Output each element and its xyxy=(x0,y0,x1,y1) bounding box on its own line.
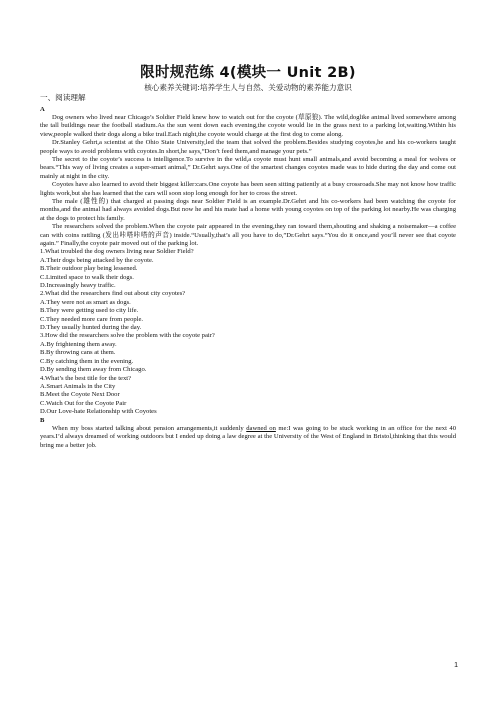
answer-option: C.By catching them in the evening. xyxy=(40,357,134,365)
section-heading: 一、阅读理解 xyxy=(40,93,86,102)
answer-option: C.Watch Out for the Coyote Pair xyxy=(40,399,127,407)
text-run: me:I was going to be stuck working in an office for the next 40 years.I’d always dreamed of working outdoors but I ended up doing a law degree at the University of the West of England in Bristol,thinking that this would bring me a better job. xyxy=(40,424,457,449)
answer-option: A.Smart Animals in the City xyxy=(40,382,116,390)
passage-a xyxy=(40,106,456,249)
underlined-phrase: dawned on xyxy=(246,424,276,432)
question-stem: 2.What did the researchers find out about city coyotes? xyxy=(40,290,186,298)
paragraph: Coyotes have also learned to avoid their biggest killer:cars.One coyote has been seen sitting patiently at a busy crossroads.She may not know how traffic lights work,but she has learned that the cars will soon stop long enough for her to cross the street. xyxy=(40,181,456,197)
answer-option: B.Their outdoor play being lessened. xyxy=(40,265,138,273)
answer-option: B.They were getting used to city life. xyxy=(40,307,139,315)
passage-label: B xyxy=(40,416,45,424)
paragraph: The secret to the coyote’s success is intelligence.To survive in the wild,a coyote must hunt small animals,and avoid becoming a meal for wolves or bears.“This way of living creates a super-smart animal,” Dr.Gehrt says.One of the smartest changes coyotes made was to hide during the day and come out mainly at night in the city. xyxy=(40,155,456,180)
page-subtitle: 核心素养关键词:培养学生人与自然、关爱动物的素养能力意识 xyxy=(144,83,352,92)
paragraph: Dr.Stanley Gehrt,a scientist at the Ohio State University,led the team that solved the problem.Besides studying coyotes,he and his co-workers taught people ways to avoid problems with coyotes.In short,he says,“Don’t feed them,and manage your pets.” xyxy=(40,139,456,155)
answer-option: C.Limited space to walk their dogs. xyxy=(40,273,134,281)
answer-option: A.By frightening them away. xyxy=(40,340,117,348)
page-number: 1 xyxy=(454,662,458,669)
answer-option: B.By throwing cans at them. xyxy=(40,349,116,357)
question-stem: 1.What troubled the dog owners living near Soldier Field? xyxy=(40,248,194,256)
question-stem: 3.How did the researchers solve the problem with the coyote pair? xyxy=(40,332,215,340)
answer-option: A.They were not as smart as dogs. xyxy=(40,298,131,306)
answer-option: D.Our Love-hate Relationship with Coyotes xyxy=(40,408,157,416)
answer-option: A.Their dogs being attacked by the coyote. xyxy=(40,256,154,264)
answer-option: D.They usually hunted during the day. xyxy=(40,324,142,332)
passage-label: A xyxy=(40,105,45,113)
text-run: When my boss started talking about pension arrangements,it suddenly xyxy=(52,424,247,432)
passage-b xyxy=(40,417,456,451)
answer-option: B.Meet the Coyote Next Door xyxy=(40,391,120,399)
answer-option: C.They needed more care from people. xyxy=(40,315,144,323)
paragraph: Dog owners who lived near Chicago’s Soldier Field knew how to watch out for the coyote (草原狼). The wild,doglike animal lived somewhere among the tall buildings near the football stadium.As the sun went down each evening,the coyote would lie in the grass next to a parking lot,waiting.Within his view,people walked their dogs along a bike trail.Each night,the coyote would charge at the first dog to come along. xyxy=(40,113,456,138)
page-title: 限时规范练 4(模块一 Unit 2B) xyxy=(140,65,356,81)
paragraph xyxy=(40,425,456,450)
answer-option: D.Increasingly heavy traffic. xyxy=(40,282,116,290)
question-stem: 4.What’s the best title for the text? xyxy=(40,374,132,382)
paragraph: The male (雄性的) that charged at passing dogs near Soldier Field is an example.Dr.Gehrt and his co-workers had been watching the coyote for months,and the animal had always avoided dogs.But now he and his mate had a home with young coyotes on top of the parking lot nearby.He was charging at the dogs to protect his family. xyxy=(40,197,456,222)
questions-a xyxy=(40,248,456,416)
paragraph: The researchers solved the problem.When the coyote pair appeared in the evening,they ran toward them,shouting and shaking a noisemaker—a coffee can with coins rattling (发出咔嗒咔嗒的声音) inside.“Usually,that’s all you have to do,”Dr.Gehrt says.“You do it once,and you’ll never see that coyote again.” Finally,the coyote pair moved out of the parking lot. xyxy=(40,223,456,247)
answer-option: D.By sending them away from Chicago. xyxy=(40,366,147,374)
